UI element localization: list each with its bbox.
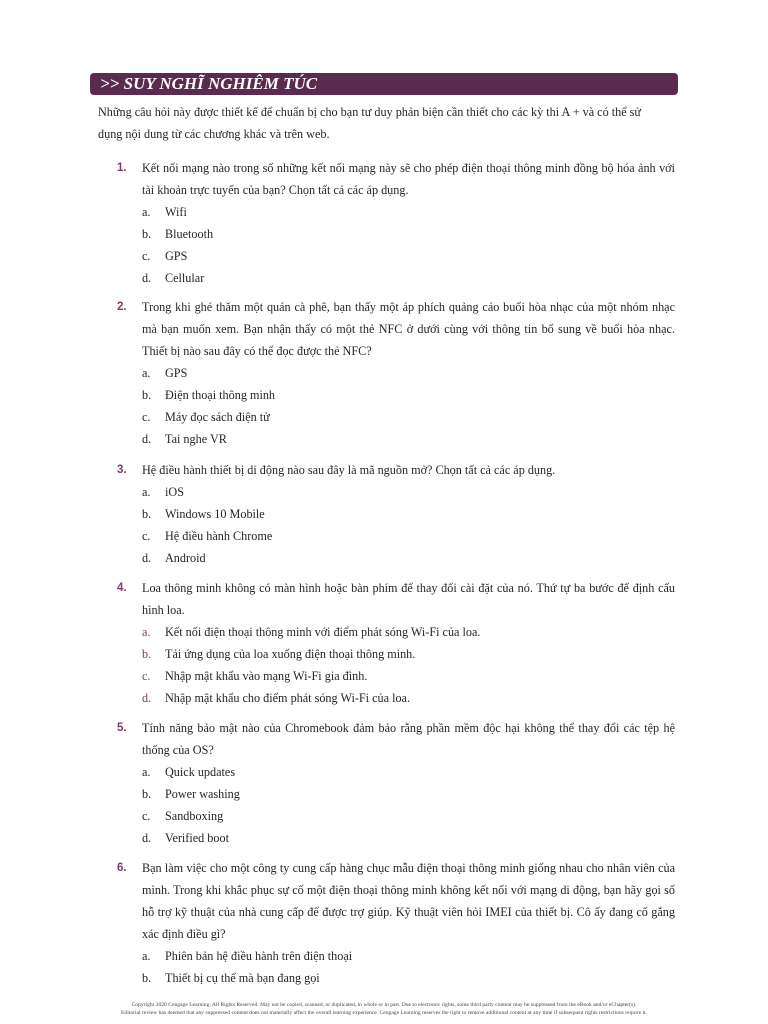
- option-letter: d.: [142, 432, 152, 446]
- option-letter: d.: [142, 831, 152, 845]
- option-text: Hệ điều hành Chrome: [165, 529, 273, 543]
- option-d: [142, 687, 677, 709]
- option-b: [142, 783, 677, 805]
- option-b: [142, 223, 677, 245]
- option-text: Điện thoại thông minh: [165, 388, 276, 402]
- option-letter: d.: [142, 551, 152, 565]
- option-text: Power washing: [165, 787, 240, 801]
- option-letter: a.: [142, 949, 151, 963]
- question-5: [117, 717, 677, 849]
- option-c: [142, 245, 677, 267]
- option-b: [142, 503, 677, 525]
- option-a: [142, 481, 677, 503]
- option-d: [142, 267, 677, 289]
- option-letter: b.: [142, 507, 152, 521]
- option-letter: c.: [142, 410, 151, 424]
- intro-paragraph: Những câu hỏi này được thiết kế để chuẩn bị cho bạn tư duy phản biện cần thiết cho các kỳ thi A + và có thể sử dụng nội dung từ các chương khác và trên web.: [98, 105, 642, 141]
- question-number: 2.: [117, 301, 127, 313]
- question-6: [117, 857, 677, 989]
- option-d: [142, 827, 677, 849]
- copyright-line-2: Editorial review has deemed that any suppressed content does not materially affect the overall learning experience. Cengage Learning reserves the right to remove additional content at any time if subsequent rights restrictions require it.: [121, 1010, 647, 1016]
- option-d: [142, 428, 677, 450]
- question-1: [117, 157, 677, 289]
- option-letter: b.: [142, 388, 152, 402]
- option-c: [142, 525, 677, 547]
- option-text: Cellular: [165, 271, 205, 285]
- option-text: Bluetooth: [165, 227, 214, 241]
- question-number: 6.: [117, 862, 127, 874]
- option-text: Máy đọc sách điện tử: [165, 410, 270, 424]
- option-letter: b.: [142, 647, 152, 661]
- option-text: Nhập mật khẩu cho điểm phát sóng Wi-Fi của loa.: [165, 691, 411, 705]
- option-text: GPS: [165, 366, 188, 380]
- section-title: >> SUY NGHĨ NGHIÊM TÚC: [100, 74, 318, 93]
- section-header: [90, 73, 678, 95]
- option-text: Phiên bản hệ điều hành trên điện thoại: [165, 949, 353, 963]
- option-text: Quick updates: [165, 765, 236, 779]
- option-text: Sandboxing: [165, 809, 224, 823]
- option-text: Kết nối điện thoại thông minh với điểm phát sóng Wi-Fi của loa.: [165, 625, 481, 639]
- question-text: Bạn làm việc cho một công ty cung cấp hàng chục mẫu điện thoại thông minh giống nhau cho nhân viên của mình. Trong khi khắc phục sự cố một điện thoại thông minh không kết nối với mạng di động, bạn hãy gọi số hỗ trợ kỹ thuật của nhà cung cấp để được trợ giúp. Kỹ thuật viên hỏi IMEI của thiết bị. Cô ấy đang cố gắng xác định điều gì?: [142, 861, 675, 941]
- question-2: [117, 296, 677, 450]
- option-b: [142, 384, 677, 406]
- option-letter: a.: [142, 625, 151, 639]
- question-4: [117, 577, 677, 709]
- option-a: [142, 761, 677, 783]
- option-letter: b.: [142, 787, 152, 801]
- option-b: [142, 967, 677, 989]
- option-text: Thiết bị cụ thể mà bạn đang gọi: [165, 971, 320, 985]
- option-a: [142, 362, 677, 384]
- option-letter: b.: [142, 971, 152, 985]
- option-d: [142, 547, 677, 569]
- option-letter: c.: [142, 809, 151, 823]
- option-c: [142, 805, 677, 827]
- option-text: Android: [165, 551, 206, 565]
- option-letter: a.: [142, 366, 151, 380]
- question-text: Hệ điều hành thiết bị di động nào sau đây là mã nguồn mở? Chọn tất cả các áp dụng.: [142, 463, 556, 477]
- question-text: Trong khi ghé thăm một quán cà phê, bạn thấy một áp phích quảng cáo buổi hòa nhạc của một nhóm nhạc mà bạn muốn xem. Bạn nhận thấy có một thẻ NFC ở dưới cùng với thông tin bổ sung về buổi hòa nhạc. Thiết bị nào sau đây có thể đọc được thẻ NFC?: [142, 300, 675, 358]
- question-number: 5.: [117, 722, 127, 734]
- option-text: Windows 10 Mobile: [165, 507, 265, 521]
- option-letter: d.: [142, 691, 152, 705]
- question-3: [117, 459, 677, 569]
- question-text: Loa thông minh không có màn hình hoặc bàn phím để thay đổi cài đặt của nó. Thứ tự ba bước để định cấu hình loa.: [142, 581, 675, 617]
- option-text: Tai nghe VR: [165, 432, 227, 446]
- question-text: Tính năng bảo mật nào của Chromebook đảm bảo rằng phần mềm độc hại không thể thay đổi các tệp hệ thống của OS?: [142, 721, 675, 757]
- option-letter: c.: [142, 249, 151, 263]
- copyright-footer: [60, 1001, 708, 1017]
- question-number: 1.: [117, 162, 127, 174]
- option-letter: c.: [142, 669, 151, 683]
- option-text: Nhập mật khẩu vào mạng Wi-Fi gia đình.: [165, 669, 368, 683]
- option-a: [142, 945, 677, 967]
- option-letter: b.: [142, 227, 152, 241]
- option-a: [142, 621, 677, 643]
- option-letter: a.: [142, 765, 151, 779]
- option-a: [142, 201, 677, 223]
- copyright-line-1: Copyright 2020 Cengage Learning. All Rights Reserved. May not be copied, scanned, or duplicated, in whole or in part. Due to electronic rights, some third party content may be suppressed from the eBook and/or eChapter(s).: [131, 1002, 637, 1008]
- option-letter: a.: [142, 205, 151, 219]
- option-b: [142, 643, 677, 665]
- option-c: [142, 665, 677, 687]
- option-text: Tải ứng dụng của loa xuống điện thoại thông minh.: [165, 647, 416, 661]
- question-number: 3.: [117, 464, 127, 476]
- option-letter: c.: [142, 529, 151, 543]
- option-letter: a.: [142, 485, 151, 499]
- option-letter: d.: [142, 271, 152, 285]
- question-number: 4.: [117, 582, 127, 594]
- option-text: Wifi: [165, 205, 187, 219]
- option-text: iOS: [165, 485, 184, 499]
- option-c: [142, 406, 677, 428]
- question-text: Kết nối mạng nào trong số những kết nối mạng này sẽ cho phép điện thoại thông minh đồng bộ hóa ảnh với tài khoản trực tuyến của bạn? Chọn tất cả các áp dụng.: [142, 161, 675, 197]
- option-text: Verified boot: [165, 831, 229, 845]
- option-text: GPS: [165, 249, 188, 263]
